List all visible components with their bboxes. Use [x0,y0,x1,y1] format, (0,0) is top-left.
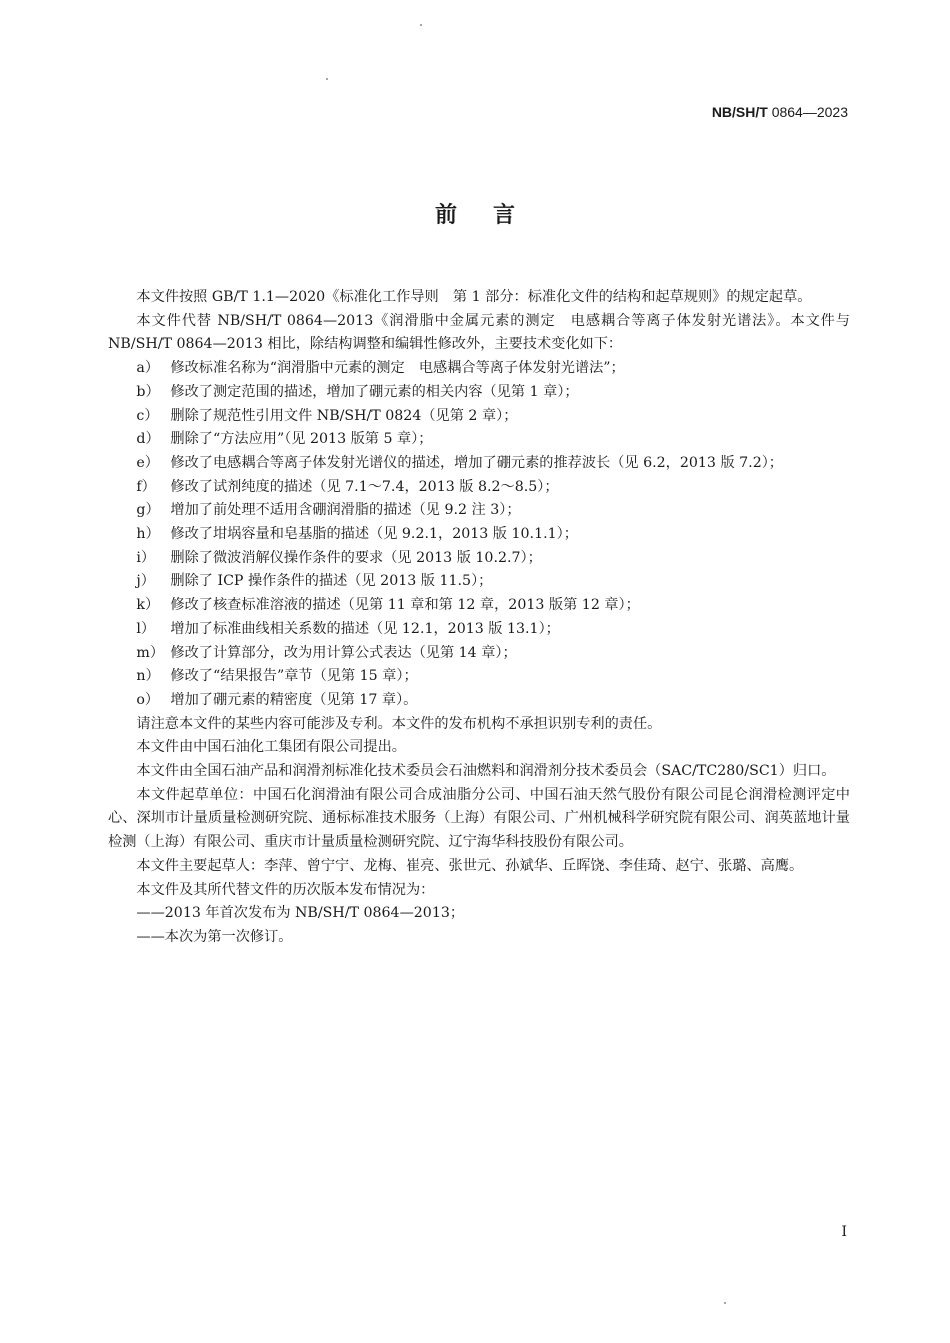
change-item-marker: h） [136,526,160,543]
changes-list [108,357,850,713]
paragraph-history-intro: 本文件及其所代替文件的历次版本发布情况为： [136,881,435,898]
standard-prefix: NB/SH/T [711,104,768,120]
change-item [108,381,850,405]
change-item-marker: j） [136,573,155,590]
change-item-text: 删除了“方法应用”（见 2013 版第 5 章）； [170,431,433,448]
change-item-text: 增加了标准曲线相关系数的描述（见 12.1，2013 版 13.1）； [170,620,560,637]
history-item: ——2013 年首次发布为 NB/SH/T 0864—2013； [136,905,465,922]
change-item-marker: g） [136,502,160,519]
paragraph-committee: 本文件由全国石油产品和润滑剂标准化技术委员会石油燃料和润滑剂分技术委员会（SAC/TC280/SC1）归口。 [136,763,836,780]
change-item-text: 修改了测定范围的描述，增加了硼元素的相关内容（见第 1 章）； [170,383,579,400]
change-item-marker: k） [136,597,160,614]
change-item-text: 修改标准名称为“润滑脂中元素的测定 电感耦合等离子体发射光谱法”； [170,360,625,377]
change-item [108,499,850,523]
change-item [108,618,850,642]
change-item-text: 删除了微波消解仪操作条件的要求（见 2013 版 10.2.7）； [170,549,542,566]
page-header-standard-id [712,104,848,120]
paragraph-drafting-rule: 本文件按照 GB/T 1.1—2020《标准化工作导则 第 1 部分：标准化文件的结构和起草规则》的规定起草。 [136,289,812,305]
change-item-marker: o） [136,691,160,708]
change-item-marker: f） [136,478,156,495]
change-item-marker: n） [136,668,160,685]
change-item-marker: b） [136,383,160,400]
change-item-marker: d） [136,431,160,448]
change-item [108,547,850,571]
change-item [108,428,850,452]
paragraph-drafting-units: 本文件起草单位：中国石化润滑油有限公司合成油脂分公司、中国石油天然气股份有限公司昆仑润滑检测评定中心、深圳市计量质量检测研究院、通标标准技术服务（上海）有限公司、广州机械科学研究院有限公司、润英蓝地计量检测（上海）有限公司、重庆市计量质量检测研究院、辽宁海华科技股份有限公司。 [108,786,850,851]
change-item [108,594,850,618]
page-title: 前言 [434,203,551,228]
change-item [108,665,850,689]
change-item [108,476,850,500]
change-item-marker: i） [136,549,156,566]
page-number: I [841,1224,847,1240]
change-item-text: 增加了硼元素的精密度（见第 17 章）。 [170,691,418,708]
paragraph-replaces: 本文件代替 NB/SH/T 0864—2013《润滑脂中金属元素的测定 电感耦合等离子体发射光谱法》。本文件与 NB/SH/T 0864—2013 相比，除结构调整和编辑性修改外，主要技术变化如下： [108,312,850,353]
change-item [108,357,850,381]
scan-speck [420,24,422,26]
paragraph-proposer: 本文件由中国石油化工集团有限公司提出。 [136,739,406,756]
change-item-text: 删除了 ICP 操作条件的描述（见 2013 版 11.5）； [170,573,493,590]
change-item-text: 修改了坩埚容量和皂基脂的描述（见 9.2.1，2013 版 10.1.1）； [170,526,578,543]
scan-speck [326,78,328,80]
change-item [108,689,850,713]
change-item [108,570,850,594]
scan-speck [724,1302,726,1304]
standard-number: 0864—2023 [771,104,848,120]
change-item-text: 修改了电感耦合等离子体发射光谱仪的描述，增加了硼元素的推荐波长（见 6.2，2013 版 7.2）； [170,454,783,471]
document-body [108,286,850,950]
change-item-text: 增加了前处理不适用含硼润滑脂的描述（见 9.2 注 3）； [170,502,521,519]
paragraph-drafters: 本文件主要起草人：李萍、曾宁宁、龙梅、崔亮、张世元、孙斌华、丘晖饶、李佳琦、赵宁、张璐、高鹰。 [136,857,804,874]
change-item [108,523,850,547]
change-item-text: 修改了“结果报告”章节（见第 15 章）； [170,668,418,685]
change-item [108,642,850,666]
change-item [108,405,850,429]
change-item-marker: m） [136,644,165,661]
change-item-marker: c） [136,407,159,424]
change-item-text: 删除了规范性引用文件 NB/SH/T 0824（见第 2 章）； [170,407,518,424]
change-item-marker: e） [136,454,159,471]
history-item: ——本次为第一次修订。 [136,928,293,945]
paragraph-patent-notice: 请注意本文件的某些内容可能涉及专利。本文件的发布机构不承担识别专利的责任。 [136,715,662,732]
change-item-marker: l） [136,620,156,637]
change-item-marker: a） [136,360,160,377]
change-item-text: 修改了试剂纯度的描述（见 7.1～7.4，2013 版 8.2～8.5）； [170,478,559,495]
change-item [108,452,850,476]
change-item-text: 修改了计算部分，改为用计算公式表达（见第 14 章）； [170,644,517,661]
change-item-text: 修改了核查标准溶液的描述（见第 11 章和第 12 章，2013 版第 12 章）； [170,597,640,614]
